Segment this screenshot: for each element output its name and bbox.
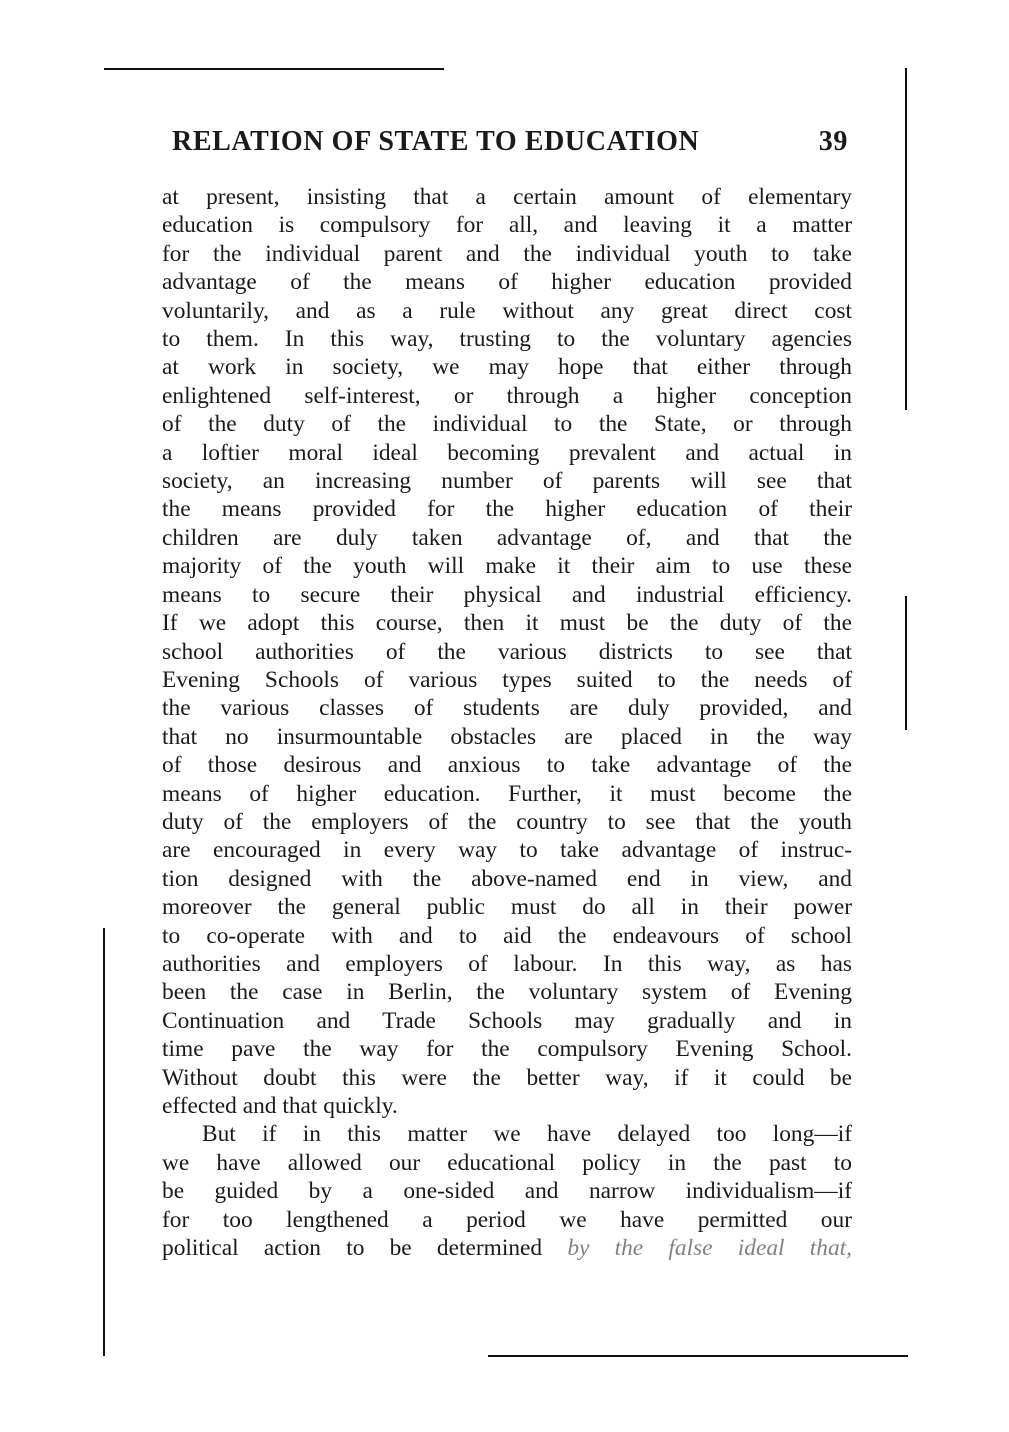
text-line: been the case in Berlin, the voluntary system of Evening xyxy=(162,979,852,1006)
text-line: enlightened self-interest, or through a higher conception xyxy=(162,382,852,409)
text-line: majority of the youth will make it their aim to use these xyxy=(162,553,852,580)
text-line: time pave the way for the compulsory Evening School. xyxy=(162,1036,852,1063)
final-line xyxy=(162,1234,852,1262)
paragraph-end-line: effected and that quickly. xyxy=(162,1093,398,1119)
text-line: authorities and employers of labour. In this way, as has xyxy=(162,950,852,977)
text-line: the various classes of students are duly provided, and xyxy=(162,695,852,722)
text-line: for too lengthened a period we have permitted our xyxy=(162,1206,852,1233)
text-line: advantage of the means of higher education provided xyxy=(162,269,852,296)
text-line: means to secure their physical and industrial efficiency. xyxy=(162,581,852,608)
text-line: be guided by a one-sided and narrow individualism—if xyxy=(162,1178,852,1205)
left-margin-rule xyxy=(103,928,105,1356)
final-line-faded-text: by the false ideal that, xyxy=(567,1235,852,1262)
text-line: means of higher education. Further, it must become the xyxy=(162,780,852,807)
text-line: education is compulsory for all, and leaving it a matter xyxy=(162,212,852,239)
running-title: RELATION OF STATE TO EDUCATION xyxy=(172,126,700,157)
page-number: 39 xyxy=(818,126,848,157)
text-line: society, an increasing number of parents will see that xyxy=(162,468,852,495)
text-line: a loftier moral ideal becoming prevalent and actual in xyxy=(162,439,852,466)
text-line: If we adopt this course, then it must be the duty of the xyxy=(162,610,852,637)
text-line: we have allowed our educational policy in the past to xyxy=(162,1149,852,1176)
running-head xyxy=(172,126,848,158)
text-line: Evening Schools of various types suited to the needs of xyxy=(162,666,852,693)
top-rule xyxy=(104,68,444,70)
text-line: tion designed with the above-named end in view, and xyxy=(162,865,852,892)
text-line: of the duty of the individual to the State, or through xyxy=(162,411,852,438)
right-margin-rule xyxy=(905,68,907,410)
text-line: children are duly taken advantage of, and that the xyxy=(162,524,852,551)
paragraph-start-line: But if in this matter we have delayed too long—if xyxy=(202,1121,852,1148)
text-line: at present, insisting that a certain amount of elementary xyxy=(162,184,852,210)
text-line: for the individual parent and the individual youth to take xyxy=(162,240,852,267)
text-line: school authorities of the various districts to see that xyxy=(162,638,852,665)
text-line: of those desirous and anxious to take advantage of the xyxy=(162,752,852,779)
text-line: to them. In this way, trusting to the voluntary agencies xyxy=(162,326,852,353)
text-line: duty of the employers of the country to see that the youth xyxy=(162,808,852,835)
text-line: at work in society, we may hope that either through xyxy=(162,354,852,381)
text-line: are encouraged in every way to take advantage of instruc- xyxy=(162,837,852,864)
final-line-start: political action to be determined xyxy=(162,1235,543,1262)
text-line: that no insurmountable obstacles are placed in the way xyxy=(162,723,852,750)
text-line: voluntarily, and as a rule without any great direct cost xyxy=(162,297,852,324)
right-margin-rule-lower xyxy=(905,596,907,730)
text-line: moreover the general public must do all in their power xyxy=(162,894,852,921)
text-line: to co-operate with and to aid the endeavours of school xyxy=(162,922,852,949)
body-text xyxy=(162,183,852,1262)
bottom-rule xyxy=(488,1355,908,1357)
text-line: the means provided for the higher education of their xyxy=(162,496,852,523)
text-line: Continuation and Trade Schools may gradually and in xyxy=(162,1007,852,1034)
text-line: Without doubt this were the better way, if it could be xyxy=(162,1064,852,1091)
